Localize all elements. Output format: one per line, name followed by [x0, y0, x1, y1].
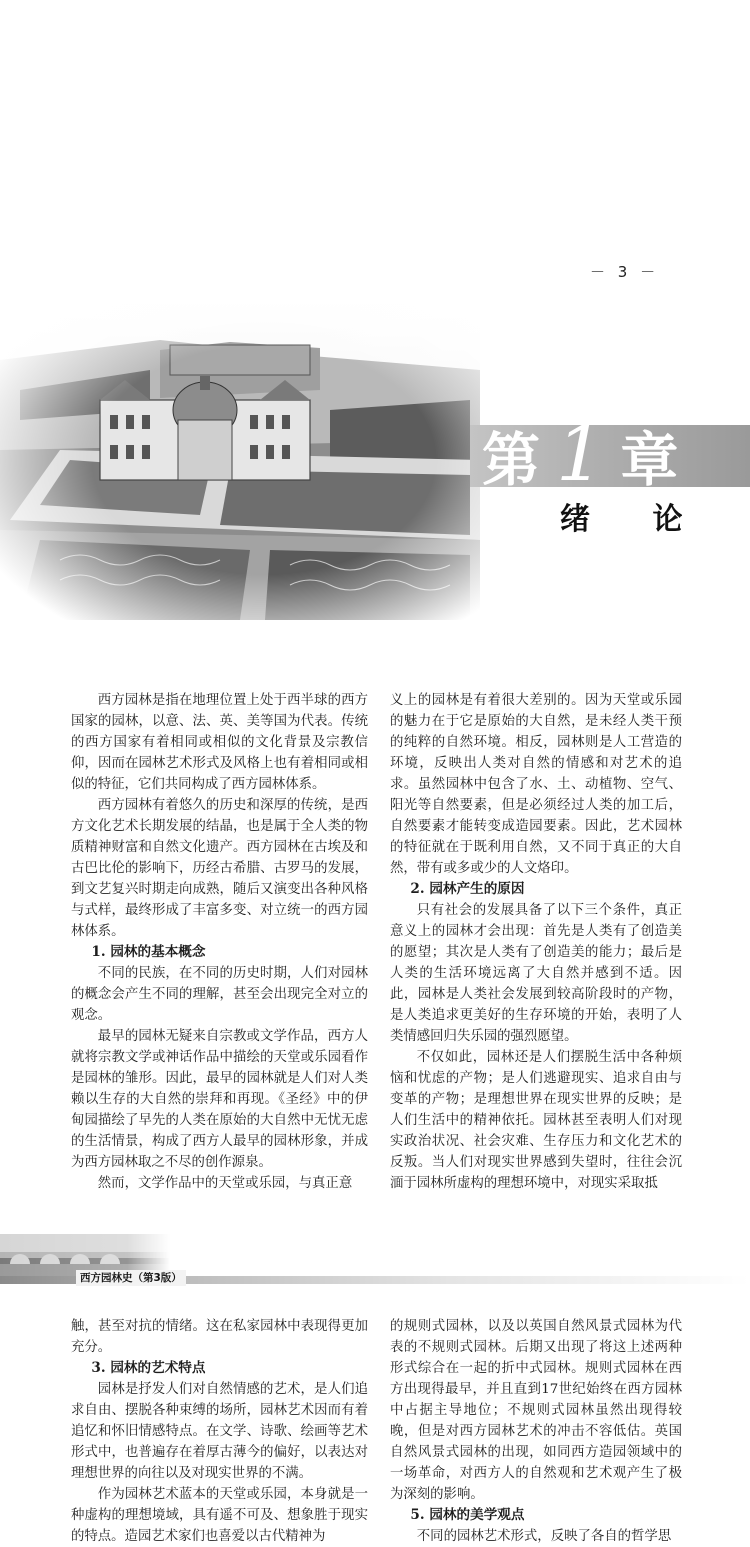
paragraph: 不仅如此，园林还是人们摆脱生活中各种烦恼和忧虑的产物；是人们逃避现实、追求自由与变革的产物；是理想世界在现实世界的反映；是人们生活中的精神依托。园林甚至表明人们对现实政治状况、社会灾难、生存压力和文化艺术的反叛。当人们对现实世界感到失望时，往往会沉湎于园林所虚构的理想环境中，对现实采取抵	[390, 1050, 682, 1191]
section-heading: 5. 园林的美学观点	[410, 1507, 525, 1523]
paragraph: 园林是抒发人们对自然情感的艺术，是人们追求自由、摆脱各种束缚的场所，园林艺术因而有着追忆和怀旧情感特点。在文学、诗歌、绘画等艺术形式中，也普遍存在着厚古薄今的偏好，以表达对理想世界的向往以及对现实世界的不满。	[71, 1382, 368, 1481]
section-heading: 2. 园林产生的原因	[410, 881, 525, 897]
paragraph: 西方园林有着悠久的历史和深厚的传统，是西方文化艺术长期发展的结晶，也是属于全人类的物质精神财富和自然文化遗产。西方园林在古埃及和古巴比伦的影响下，历经古希腊、古罗马的发展，到文艺复兴时期走向成熟，随后又演变出各种风格与式样，最终形成了丰富多变、对立统一的西方园林体系。	[71, 798, 368, 939]
text-column-3	[71, 1316, 368, 1547]
paragraph: 不同的民族，在不同的历史时期，人们对园林的概念会产生不同的理解，甚至会出现完全对立的观念。	[71, 966, 368, 1023]
chapter-suffix: 章	[620, 426, 681, 494]
paragraph: 作为园林艺术蓝本的天堂或乐园，本身就是一种虚构的理想境域，具有遥不可及、想象胜于现实的特点。造园艺术家们也喜爱以古代精神为	[71, 1487, 368, 1544]
chapter-label	[482, 409, 681, 498]
section-heading: 3. 园林的艺术特点	[91, 1360, 206, 1376]
chapter-prefix: 第	[482, 426, 543, 494]
chateau-garden-photo	[0, 300, 480, 620]
footer-book-title: 西方园林史（第3版）	[76, 1270, 186, 1286]
paragraph: 只有社会的发展具备了以下三个条件，真正意义上的园林才会出现：首先是人类有了创造美的愿望；其次是人类有了创造美的能力；最后是人类的生活环境远离了大自然并感到不适。因此，园林是人类社会发展到较高阶段时的产物，是人类追求更美好的生存环境的开始，表明了人类情感回归失乐园的强烈愿望。	[390, 903, 682, 1044]
text-column-4	[390, 1316, 682, 1547]
paragraph: 最早的园林无疑来自宗教或文学作品，西方人就将宗教文学或神话作品中描绘的天堂或乐园看作是园林的雏形。因此，最早的园林就是人们对人类赖以生存的大自然的崇拜和再现。《圣经》中的伊甸园描绘了早先的人类在原始的大自然中无忧无虑的生活情景，构成了西方人最早的园林形象，并成为西方园林取之不尽的创作源泉。	[71, 1029, 368, 1170]
paragraph: 西方园林是指在地理位置上处于西半球的西方国家的园林，以意、法、英、美等国为代表。传统的西方国家有着相同或相似的文化背景及宗教信仰，因而在园林艺术形式及风格上也有着相同或相似的特征，它们共同构成了西方园林体系。	[71, 693, 368, 792]
text-column-1	[71, 690, 368, 1194]
page-number: － 3 －	[590, 263, 660, 281]
paragraph: 触，甚至对抗的情绪。这在私家园林中表现得更加充分。	[71, 1319, 368, 1355]
chapter-title: 绪 论	[560, 502, 709, 537]
paragraph: 义上的园林是有着很大差别的。因为天堂或乐园的魅力在于它是原始的大自然，是未经人类干预的纯粹的自然环境。相反，园林则是人工营造的环境，反映出人类对自然的情感和对艺术的追求。虽然园林中包含了水、土、动植物、空气、阳光等自然要素，但是必须经过人类的加工后，自然要素才能转变成造园要素。因此，艺术园林的特征就在于既利用自然，又不同于真正的大自然，带有或多或少的人文烙印。	[390, 693, 682, 876]
paragraph: 的规则式园林，以及以英国自然风景式园林为代表的不规则式园林。后期又出现了将这上述两种形式综合在一起的折中式园林。规则式园林在西方出现得最早，并且直到17世纪始终在西方园林中占据主导地位；不规则式园林虽然出现得较晚，但是对西方园林艺术的冲击不容低估。英国自然风景式园林的出现，如同西方造园领域中的一场革命，对西方人的自然观和艺术观产生了极为深刻的影响。	[390, 1319, 682, 1502]
section-heading: 1. 园林的基本概念	[91, 944, 206, 960]
text-column-2	[390, 690, 682, 1194]
paragraph: 然而，文学作品中的天堂或乐园，与真正意	[97, 1176, 353, 1191]
paragraph: 不同的园林艺术形式，反映了各自的哲学思	[416, 1529, 672, 1544]
chapter-number: 1	[556, 409, 607, 498]
